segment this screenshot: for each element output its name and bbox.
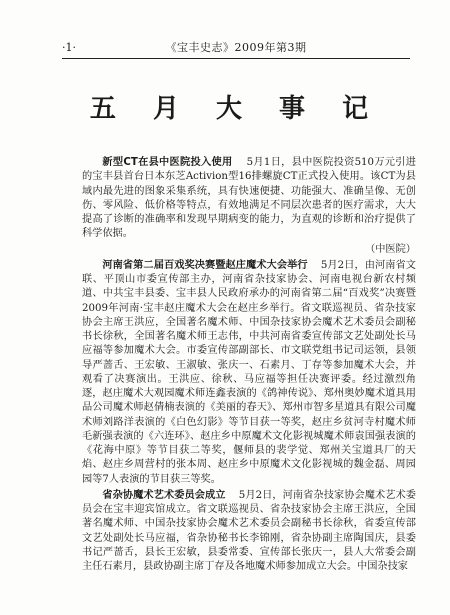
- news-body: 5月2日，河南省杂技家协会魔术艺术委员会在宝丰迎宾馆成立。省文联巡视员、省杂技家协会主席王洪应，全国著名魔术师、中国杂技家协会魔术艺术委员会副秘书长徐秋，省委宣传部文艺处副处长马应福，省杂协秘书长李锦刚，省杂协副主席陶国庆，县委书记严蔷舌，县长王宏敏，县委常委、宣传部长张庆一，县人大常委会副主任石素月，县政协副主席丁存及各地魔术师参加成立大会。中国杂技家: [82, 489, 416, 572]
- news-spacer: [229, 490, 236, 501]
- news-body: 5月2日，由河南省文联、平顶山市委宣传部主办，河南省杂技家协会、河南电视台新农村频道、中共宝丰县委、宝丰县人民政府承办的河南省第二届“百戏奖”决赛暨2009年河南·宝丰赵庄魔术大会在赵庄乡举行。省文联巡视员、省杂技家协会主席王洪应，全国著名魔术师、中国杂技家协会魔术艺术委员会副秘书长徐秋，全国著名魔术师王志伟，中共河南省委宣传部文艺处副处长马应福等参加魔术大会。市委宣传部副部长、市文联党组书记司运领，县领导严蔷舌、王宏敏、王淑敏、张庆一、石素月、丁存等参加魔术大会，并观看了决赛演出。王洪应、徐秋、马应福等担任决赛评委。经过激烈角逐，赵庄魔术大观园魔术师连鑫表演的《鸽神传说》、郑州奥妙魔术道具用品公司魔术师赵倩楠表演的《美丽的春天》、郑州市智多星道具有限公司魔术师刘路洋表演的《白色幻影》等节目获一等奖，赵庄乡贫河寺村魔术师毛新强表演的《六连环》、赵庄乡中原魔术文化影视城魔术师袁国强表演的《花海中原》等节目获二等奖，偃师县的裴学觉、郑州关宝道具厂的天焰、赵庄乡周营村的张本周、赵庄乡中原魔术文化影视城的魏金磊、周园园等7人表演的节目获三等奖。: [82, 259, 416, 485]
- news-headline: 新型CT在县中医院投入使用: [102, 157, 233, 168]
- journal-issue: 《宝丰史志》2009年第3期: [165, 41, 307, 54]
- news-body: 5月1日，县中医院投资510万元引进的宝丰县首台日本东芝Activion型16排螺旋CT正式投入使用。该CT为县域内最先进的图象采集系统，具有快速便捷、功能强大、准确呈像、无创伤、零风险、低价格等特点，有效地满足不同层次患者的医疗需求，大大提高了诊断的准确率和发现早期病变的能力，为直观的诊断和治疗提供了科学依据。: [82, 157, 416, 240]
- news-spacer: [311, 260, 318, 271]
- page-title: 五 月 大 事 记: [89, 94, 383, 124]
- news-headline: 省杂协魔术艺术委员会成立: [102, 489, 226, 501]
- news-item: [82, 156, 416, 257]
- news-item: [82, 259, 416, 487]
- page-number: ·1·: [62, 41, 76, 54]
- news-item: [82, 489, 416, 575]
- running-header: [62, 40, 410, 56]
- article-body: [82, 156, 416, 576]
- news-spacer: [236, 157, 243, 168]
- news-source: （中医院）: [365, 243, 416, 255]
- header-rule: [62, 58, 410, 59]
- news-headline: 河南省第二届百戏奖决赛暨赵庄魔术大会举行: [102, 259, 308, 271]
